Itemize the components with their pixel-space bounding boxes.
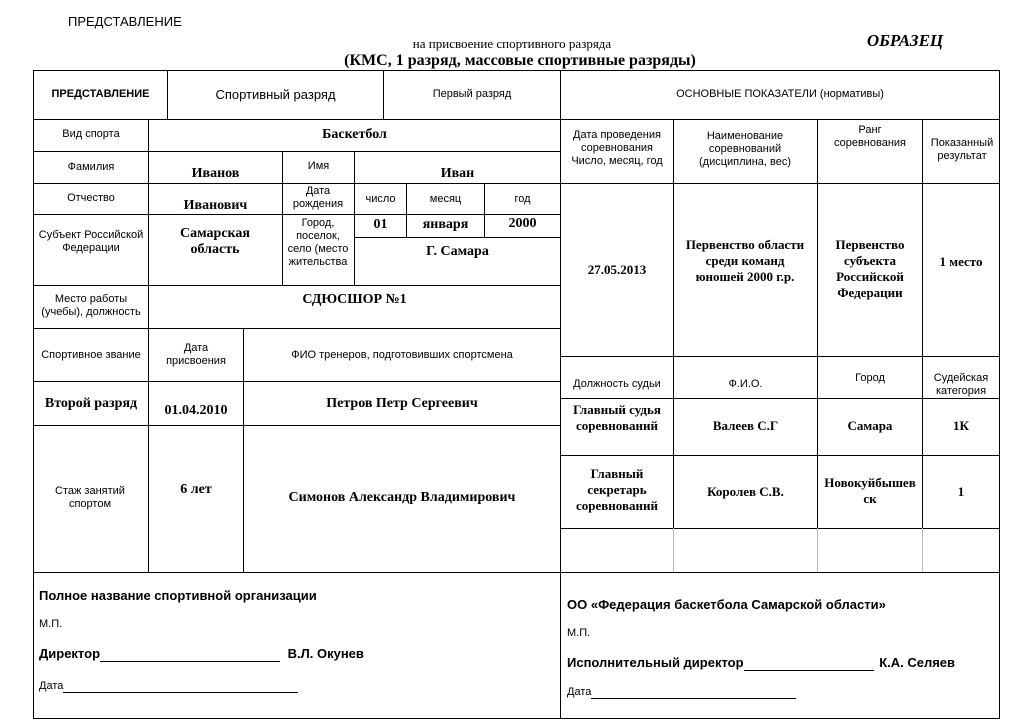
month-label: месяц — [429, 193, 462, 205]
experience-value: 6 лет — [180, 482, 212, 497]
judge-fio-header: Ф.И.О. — [728, 378, 763, 390]
exec-director-name: К.А. Селяев — [879, 655, 956, 670]
competition-result: 1 место — [939, 254, 983, 269]
day-value: 01 — [373, 217, 388, 232]
sport-title-value: Второй разряд — [44, 396, 138, 411]
left-date-label: Дата — [39, 680, 64, 692]
residence-label: Город, поселок, село (место жительства — [287, 217, 349, 268]
coach-name-2: Симонов Александр Владимирович — [288, 490, 516, 505]
federation-name: ОО «Федерация баскетбола Самарской области» — [567, 597, 886, 612]
name-value: Иван — [440, 166, 475, 181]
right-date-line — [567, 686, 796, 699]
stamp-place-right: М.П. — [567, 627, 591, 639]
judge-1-city: Самара — [847, 418, 893, 433]
org-full-name-label: Полное название спортивной организации — [39, 588, 317, 603]
region-label: Субъект Российской Федерации — [38, 229, 144, 254]
director-signature-field — [100, 661, 280, 662]
left-header-label: ПРЕДСТАВЛЕНИЕ — [51, 88, 150, 100]
month-value: января — [422, 217, 469, 232]
sport-label: Вид спорта — [62, 128, 120, 140]
director-label: Директор — [39, 646, 101, 661]
coaches-label: ФИО тренеров, подготовивших спортсмена — [291, 349, 513, 361]
sport-value: Баскетбол — [322, 127, 387, 142]
indicators-header: ОСНОВНЫЕ ПОКАЗАТЕЛИ (нормативы) — [676, 88, 884, 100]
surname-value: Иванов — [191, 166, 240, 181]
sport-title-label: Спортивное звание — [41, 349, 141, 361]
rank-type-label: Спортивный разряд — [215, 87, 336, 102]
judge-2-category: 1 — [957, 484, 965, 499]
col-name-header: Наименование соревнований (дисциплина, вес) — [699, 130, 791, 168]
patronymic-value: Иванович — [183, 198, 248, 213]
assign-date-label: Дата присвоения — [166, 342, 226, 367]
director-name: В.Л. Окунев — [287, 646, 364, 661]
judge-2-fio: Королев С.В. — [707, 484, 784, 499]
judge-1-fio: Валеев С.Г — [712, 418, 779, 433]
exec-director-signature-line — [567, 655, 955, 671]
residence-value: Г. Самара — [426, 244, 489, 259]
work-value: СДЮСШОР №1 — [302, 292, 407, 307]
col-result-header: Показанный результат — [930, 137, 994, 162]
col-rank-header: Ранг соревнования — [833, 124, 907, 149]
judge-1-category: 1К — [953, 418, 969, 433]
name-label: Имя — [307, 160, 330, 172]
right-date-label: Дата — [567, 686, 592, 698]
surname-label: Фамилия — [67, 161, 115, 173]
judge-city-header: Город — [855, 372, 885, 384]
director-signature-line — [39, 646, 364, 662]
judge-1-position: Главный судья соревнований — [573, 402, 661, 433]
col-date-header: Дата проведения соревнования Число, месяц, год — [571, 129, 663, 167]
exec-director-signature-field — [744, 670, 874, 671]
birth-date-label: Дата рождения — [292, 185, 344, 210]
judge-2-position: Главный секретарь соревнований — [576, 466, 658, 513]
sample-mark: ОБРАЗЕЦ — [866, 31, 944, 50]
coach-name-1: Петров Петр Сергеевич — [326, 396, 478, 411]
patronymic-label: Отчество — [67, 192, 115, 204]
judge-position-header: Должность судьи — [573, 378, 661, 390]
category-line: (КМС, 1 разряд, массовые спортивные разряды) — [344, 52, 696, 69]
assign-date-value: 01.04.2010 — [164, 403, 228, 418]
left-date-field — [63, 692, 298, 693]
competition-name: Первенство области среди команд юношей 2000 г.р. — [685, 237, 805, 284]
experience-label: Стаж занятий спортом — [55, 485, 125, 510]
right-date-field — [591, 698, 796, 699]
exec-director-label: Исполнительный директор — [567, 655, 744, 670]
work-label: Место работы (учебы), должность — [41, 293, 141, 318]
year-label: год — [514, 193, 531, 205]
region-value: Самарская область — [180, 226, 250, 257]
left-date-line — [39, 680, 298, 693]
stamp-place-left: М.П. — [39, 618, 63, 630]
competition-date: 27.05.2013 — [587, 262, 647, 277]
document-title: ПРЕДСТАВЛЕНИЕ — [68, 14, 182, 29]
document-subtitle: на присвоение спортивного разряда — [412, 36, 612, 51]
rank-type-value: Первый разряд — [432, 88, 512, 100]
day-label: число — [365, 193, 396, 205]
year-value: 2000 — [508, 216, 537, 231]
judge-2-city: Новокуйбышевск — [824, 475, 916, 506]
competition-rank: Первенство субъекта Российской Федерации — [835, 237, 905, 300]
judge-category-header: Судейская категория — [933, 372, 989, 397]
